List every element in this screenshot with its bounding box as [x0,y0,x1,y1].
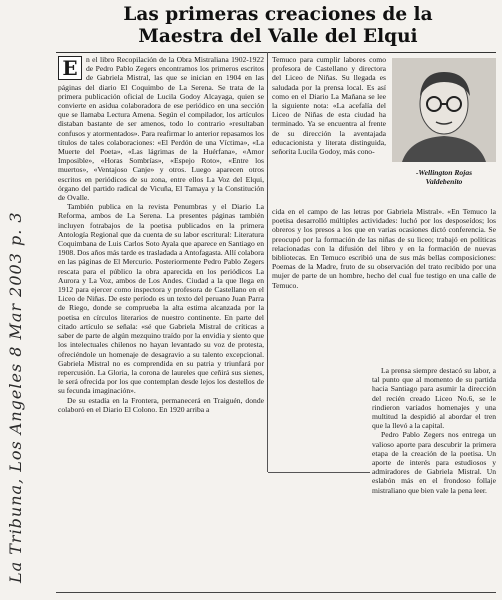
caption-line-2: Valdebenito [425,177,463,186]
handwritten-margin-note [6,23,32,583]
bottom-rule [56,592,496,593]
caption-line-1: -Wellington Rojas [415,168,473,177]
author-photo [392,58,496,162]
article-column-3 [272,207,496,290]
paragraph [58,55,264,202]
headline [60,4,496,48]
article-column-4 [372,366,496,495]
inset-rule [268,472,370,473]
paragraph: La prensa siempre destacó su labor, a tal punto que al momento de su partida hacia Santiago para asumir la dirección del recién creado Liceo No.6, se le rindieron variados homenajes y una multitud la despidió al abordar el tren que la llevó a la capital. [372,366,496,431]
top-rule [56,52,496,53]
article-column-2 [272,55,386,156]
drop-cap: E [58,56,82,80]
photo-caption [390,168,498,186]
headline-line-1: Las primeras creaciones de la [123,4,433,25]
headline-line-2: Maestra del Valle del Elqui [138,26,418,47]
column-divider [267,52,268,472]
paragraph: cida en el campo de las letras por Gabriela Mistral». «En Temuco la poetisa desarrolló múltiples actividades: luchó por los desposeídos; los obreros y los presos a los que en varias ocasiones dictó conferencia. Se preocupó por la formación de las niñas de su liceo; trabajó en políticas relacionadas con la difusión del libro y en la formación de nuevas bibliotecas. En Temuco escribió una de sus más bellas composiciones: Poemas de la Madre, fruto de su observación del trato recibido por una mujer de parte de un hombre, hecho del cual fue testigo en una calle de Temuco. [272,207,496,290]
paragraph-text: n el libro Recopilación de la Obra Mistraliana 1902-1922 de Pedro Pablo Zegers encontramos los primeros escritos de Gabriela Mistral, las que se inician en 1904 en las páginas del diario El Coquimbo de La Serena. Se trata de la primera publicación oficial de Lucila Godoy Alcayaga, quien se convierte en asidua colaboradora de ese periódico en una sección que se llamaba Lectura Amena. Según el compilador, los artículos distaban bastante de ser amenos, todo lo contrario «resultaban confusos y atormentados». Para reafirmar lo anterior repasamos los títulos de tales colaboraciones: «El Perdón de una Víctima», «La Muerte del Poeta», «Las lágrimas de la Huérfana», «Amor Imposible», «Horas Sombrías», «Espejo Roto», «Entre los muertos», «Ventajoso Canje» y otros. Luego aparecen otros escritos en periódicos de su zona, entre ellos La Voz del Elqui, órgano del partido radical de Vicuña, El Tamaya y la Constitución de Ovalle. [58,55,264,203]
paragraph: De su estadía en la Frontera, permanecerá en Traiguén, donde colaboró en el Diario El Colono. En 1920 arriba a [58,395,264,414]
paragraph: Temuco para cumplir labores como profesora de Castellano y directora del Liceo de Niñas. Su llegada es saludada por la prensa local. Es así como en el Diario La Mañana se lee la siguiente nota: «La acefalía del Liceo de Niñas de esta ciudad ha terminado. Ya se encuentra al frente de su dirección la aventajada educacionista y literata distinguida, señorita Lucila Godoy, más cono- [272,55,386,157]
article-column-1 [58,55,264,414]
paragraph: Pedro Pablo Zegers nos entrega un valioso aporte para descubrir la primera etapa de la creación de la poetisa. Un aporte de interés para estudiosos y admiradores de Gabriela Mistral. Un eslabón más en el frondoso follaje mistraliano que bien vale la pena leer. [372,430,496,495]
author-portrait-image [392,58,496,162]
margin-note-text: La Tribuna, Los Angeles 8 Mar 2003 p. 3 [6,211,25,583]
paragraph: También publica en la revista Penumbras y el Diario La Reforma, ambos de La Serena. La presentes páginas también incluyen fotrabajos de la poetisa publicados en la primera Antología Regional que da cuenta de su labor escritural: Literatura Coquimbana de Luis Carlos Soto Ayala que aparece en Santiago en 1908. Dos años más tarde es trasladada a Antofagasta. Allí colabora en las páginas de El Mercurio. Posteriormente Pedro Pablo Zegers rescata para el público la obra aparecida en los periódicos La Aurora y La Voz, ambos de Los Andes. Ciudad a la que llega en 1912 para ejercer como inspectora y profesora de Castellano en el Liceo de Niñas. De este período es un texto del peruano Juan Parra de Riego, donde se comprueba la alta estima alcanzada por la poetisa en círculos literarios de nuestro continente. En parte del citado artículo se señala: «sé que Gabriela Mistral de críticas a saber de parte de algún mezquino traído por la envidia y siento que los intelectuales chilenos no hayan levantado su voz de protesta, ofreciéndole un homenaje de desagravio a su talento excepcional. Gabriela Mistral no es comprendida en su patria y triunfará por repercusión. La Gloria, la corona de laureles que ceñirá sus sienes, le será ofrecida por los que contemplan desde lejos los destellos de su fecunda imaginación». [58,202,264,396]
